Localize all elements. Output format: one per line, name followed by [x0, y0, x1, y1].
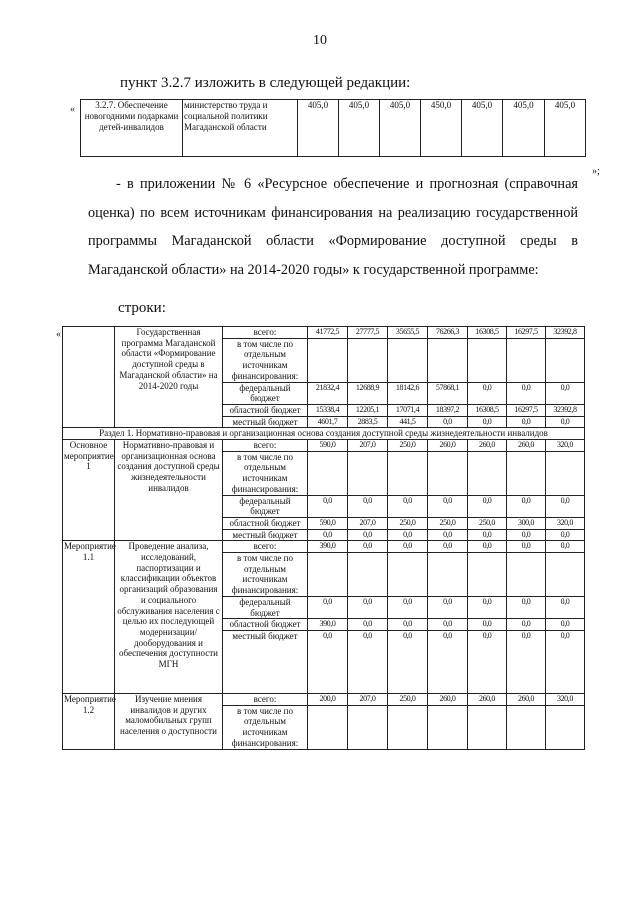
- value-cell: 0,0: [546, 529, 585, 541]
- value-cell: 0,0: [308, 529, 348, 541]
- source-label: областной бюджет: [223, 404, 308, 416]
- value-cell: 16308,5: [468, 404, 507, 416]
- program-code-cell: [63, 327, 115, 428]
- source-label: всего:: [223, 327, 308, 339]
- value-cell: 0,0: [428, 541, 468, 553]
- value-cell: [507, 553, 546, 597]
- value-cell: [428, 451, 468, 495]
- value-cell: 0,0: [507, 630, 546, 693]
- value-cell: 18142,6: [388, 382, 428, 404]
- value-cell: [546, 553, 585, 597]
- value-cell: [468, 338, 507, 382]
- page-number: 10: [313, 33, 327, 48]
- source-label: местный бюджет: [223, 529, 308, 541]
- value-cell: 0,0: [468, 529, 507, 541]
- event-code: Мероприятие 1.2: [63, 693, 115, 749]
- table-row: [63, 693, 585, 705]
- value-cell: 320,0: [546, 693, 585, 705]
- value-cell: [388, 705, 428, 749]
- quote-open-1: «: [70, 104, 75, 115]
- event-name: Нормативно-правовая и организационная основа создания доступной среды жизнедеятельности инвалидов: [115, 440, 223, 541]
- value-cell: 260,0: [507, 693, 546, 705]
- value-cell: [468, 705, 507, 749]
- value-cell: 16297,5: [507, 327, 546, 339]
- value-cell: 320,0: [546, 440, 585, 452]
- source-label: всего:: [223, 541, 308, 553]
- value-cell: 0,0: [468, 416, 507, 428]
- value-cell: 0,0: [507, 416, 546, 428]
- value-cell: 0,0: [348, 541, 388, 553]
- value-cell: 0,0: [468, 619, 507, 631]
- value-cell: 260,0: [468, 440, 507, 452]
- value-cell: [388, 553, 428, 597]
- value-cell: 260,0: [507, 440, 546, 452]
- value-cell: 0,0: [428, 596, 468, 618]
- source-label: федеральный бюджет: [223, 382, 308, 404]
- value-cell: 250,0: [468, 517, 507, 529]
- value-cell: 0,0: [546, 382, 585, 404]
- value-cell: [468, 553, 507, 597]
- source-label: в том числе по отдельным источникам финансирования:: [223, 553, 308, 597]
- item-327-name: 3.2.7. Обеспечение новогодними подарками детей-инвалидов: [81, 100, 183, 157]
- value-cell: 2883,5: [348, 416, 388, 428]
- table-row: [63, 440, 585, 452]
- table-row: [63, 541, 585, 553]
- value-cell: 0,0: [308, 495, 348, 517]
- value-cell: 390,0: [308, 541, 348, 553]
- value-cell: 450,0: [421, 100, 462, 157]
- value-cell: 250,0: [388, 440, 428, 452]
- source-label: в том числе по отдельным источникам финансирования:: [223, 338, 308, 382]
- value-cell: [308, 451, 348, 495]
- value-cell: 18397,2: [428, 404, 468, 416]
- value-cell: 405,0: [380, 100, 421, 157]
- value-cell: 390,0: [308, 619, 348, 631]
- value-cell: 41772,5: [308, 327, 348, 339]
- value-cell: [348, 451, 388, 495]
- value-cell: 12688,9: [348, 382, 388, 404]
- value-cell: 4601,7: [308, 416, 348, 428]
- value-cell: [546, 451, 585, 495]
- source-label: всего:: [223, 440, 308, 452]
- value-cell: 0,0: [428, 495, 468, 517]
- value-cell: 207,0: [348, 693, 388, 705]
- value-cell: 590,0: [308, 440, 348, 452]
- event-code: Основное мероприятие 1: [63, 440, 115, 541]
- value-cell: [308, 705, 348, 749]
- value-cell: 0,0: [468, 382, 507, 404]
- value-cell: 32392,8: [546, 404, 585, 416]
- value-cell: [348, 553, 388, 597]
- value-cell: 21832,4: [308, 382, 348, 404]
- paragraph: - в приложении № 6 «Ресурсное обеспечение и прогнозная (справочная оценка) по всем источникам финансирования на реализацию государственной программы Магаданской области «Формирование доступной среды в Магаданской области» на 2014-2020 годы» к государственной программе:: [88, 176, 578, 278]
- value-cell: 0,0: [308, 596, 348, 618]
- value-cell: [428, 338, 468, 382]
- value-cell: 260,0: [428, 693, 468, 705]
- value-cell: [546, 705, 585, 749]
- value-cell: 405,0: [462, 100, 503, 157]
- value-cell: 0,0: [546, 416, 585, 428]
- event-code: Мероприятие 1.1: [63, 541, 115, 694]
- value-cell: 0,0: [348, 495, 388, 517]
- value-cell: 207,0: [348, 440, 388, 452]
- value-cell: 250,0: [388, 517, 428, 529]
- value-cell: 0,0: [348, 596, 388, 618]
- value-cell: 0,0: [348, 529, 388, 541]
- event-name: Изучение мнения инвалидов и других маломобильных групп населения о доступности: [115, 693, 223, 749]
- value-cell: 207,0: [348, 517, 388, 529]
- value-cell: 0,0: [546, 630, 585, 693]
- value-cell: 0,0: [388, 541, 428, 553]
- source-label: местный бюджет: [223, 416, 308, 428]
- source-label: в том числе по отдельным источникам финансирования:: [223, 705, 308, 749]
- value-cell: 260,0: [428, 440, 468, 452]
- value-cell: 405,0: [545, 100, 586, 157]
- value-cell: [308, 338, 348, 382]
- value-cell: 35655,5: [388, 327, 428, 339]
- value-cell: 0,0: [507, 529, 546, 541]
- value-cell: 0,0: [507, 541, 546, 553]
- event-name: Проведение анализа, исследований, паспортизации и классификации объектов организаций образования и социального обслуживания населения с целью их последующей модернизации/дооборудования и обеспечения доступности МГН: [115, 541, 223, 694]
- value-cell: [428, 705, 468, 749]
- item-327-row: [81, 100, 586, 157]
- value-cell: 0,0: [546, 541, 585, 553]
- value-cell: 300,0: [507, 517, 546, 529]
- item-327-executor: министерство труда и социальной политики Магаданской области: [183, 100, 298, 157]
- value-cell: [468, 451, 507, 495]
- quote-close-1: »;: [592, 166, 600, 177]
- value-cell: 0,0: [507, 596, 546, 618]
- section-row: [63, 428, 585, 440]
- value-cell: 76266,3: [428, 327, 468, 339]
- program-name: Государственная программа Магаданской области «Формирование доступной среды в Магаданской области» на 2014-2020 годы: [115, 327, 223, 428]
- value-cell: [348, 338, 388, 382]
- value-cell: 590,0: [308, 517, 348, 529]
- value-cell: 15338,4: [308, 404, 348, 416]
- value-cell: 0,0: [388, 529, 428, 541]
- source-label: областной бюджет: [223, 517, 308, 529]
- resources-table: [62, 326, 585, 750]
- value-cell: 16308,5: [468, 327, 507, 339]
- value-cell: 441,5: [388, 416, 428, 428]
- value-cell: 405,0: [339, 100, 380, 157]
- value-cell: 12205,1: [348, 404, 388, 416]
- value-cell: 16297,5: [507, 404, 546, 416]
- value-cell: 0,0: [348, 619, 388, 631]
- value-cell: 0,0: [546, 596, 585, 618]
- value-cell: 0,0: [428, 416, 468, 428]
- value-cell: 0,0: [468, 541, 507, 553]
- value-cell: 0,0: [348, 630, 388, 693]
- value-cell: 27777,5: [348, 327, 388, 339]
- value-cell: [308, 553, 348, 597]
- value-cell: [546, 338, 585, 382]
- intro-line: пункт 3.2.7 изложить в следующей редакции:: [120, 75, 411, 91]
- source-label: всего:: [223, 693, 308, 705]
- source-label: областной бюджет: [223, 619, 308, 631]
- value-cell: 260,0: [468, 693, 507, 705]
- value-cell: 250,0: [428, 517, 468, 529]
- value-cell: 0,0: [388, 495, 428, 517]
- value-cell: [507, 338, 546, 382]
- value-cell: 0,0: [468, 495, 507, 517]
- source-label: местный бюджет: [223, 630, 308, 693]
- value-cell: 0,0: [507, 619, 546, 631]
- value-cell: 405,0: [503, 100, 545, 157]
- value-cell: 0,0: [428, 529, 468, 541]
- value-cell: 32392,8: [546, 327, 585, 339]
- value-cell: 405,0: [298, 100, 339, 157]
- table-row: [63, 327, 585, 339]
- value-cell: [388, 451, 428, 495]
- value-cell: 0,0: [308, 630, 348, 693]
- value-cell: 0,0: [546, 495, 585, 517]
- lines-label: строки:: [118, 300, 166, 316]
- value-cell: 0,0: [507, 382, 546, 404]
- value-cell: 57868,1: [428, 382, 468, 404]
- value-cell: [428, 553, 468, 597]
- value-cell: [507, 451, 546, 495]
- source-label: федеральный бюджет: [223, 495, 308, 517]
- value-cell: [507, 705, 546, 749]
- value-cell: 250,0: [388, 693, 428, 705]
- value-cell: 0,0: [468, 596, 507, 618]
- value-cell: 0,0: [388, 630, 428, 693]
- section-title: Раздел 1. Нормативно-правовая и организационная основа создания доступной среды жизнедеятельности инвалидов: [63, 428, 585, 440]
- value-cell: 0,0: [388, 619, 428, 631]
- value-cell: 0,0: [468, 630, 507, 693]
- value-cell: 200,0: [308, 693, 348, 705]
- value-cell: 17071,4: [388, 404, 428, 416]
- value-cell: 0,0: [546, 619, 585, 631]
- value-cell: 0,0: [428, 630, 468, 693]
- value-cell: 0,0: [507, 495, 546, 517]
- value-cell: 0,0: [388, 596, 428, 618]
- source-label: федеральный бюджет: [223, 596, 308, 618]
- source-label: в том числе по отдельным источникам финансирования:: [223, 451, 308, 495]
- item-327-table: [80, 99, 586, 157]
- quote-open-2: «: [56, 329, 61, 340]
- value-cell: [388, 338, 428, 382]
- value-cell: [348, 705, 388, 749]
- value-cell: 320,0: [546, 517, 585, 529]
- value-cell: 0,0: [428, 619, 468, 631]
